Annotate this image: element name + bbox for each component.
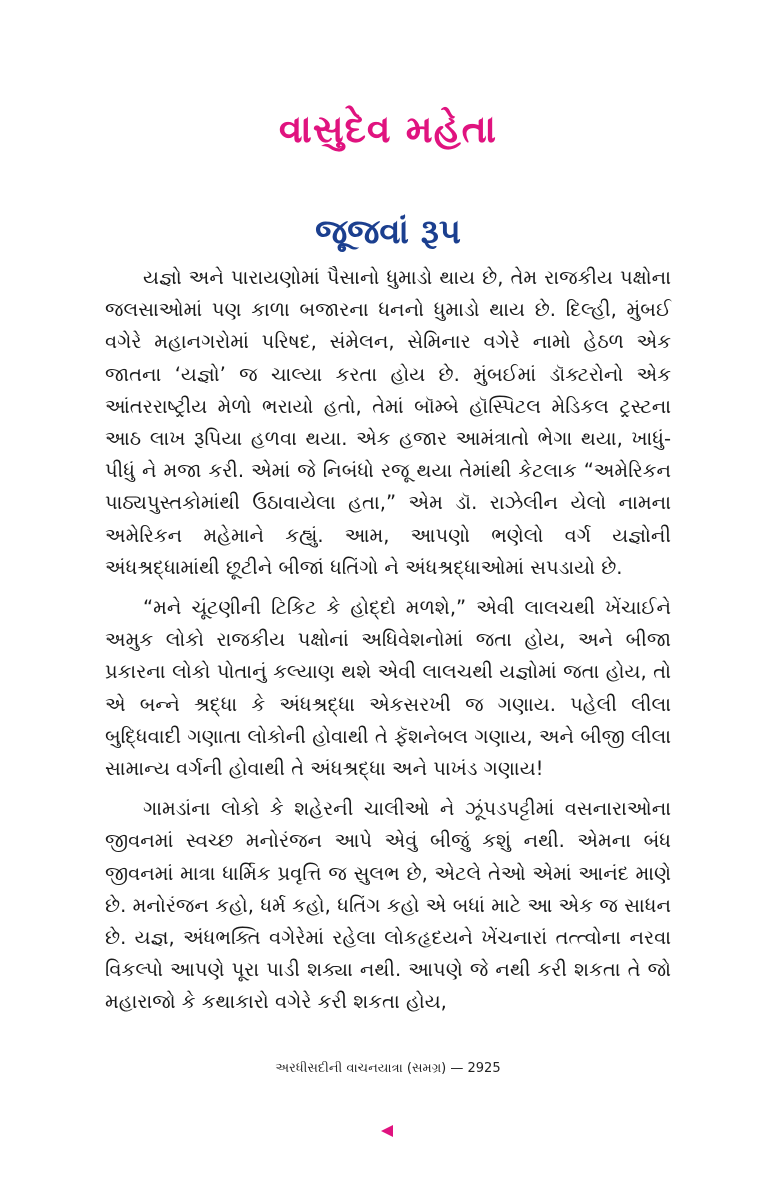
- previous-page-button[interactable]: [376, 1122, 398, 1140]
- body-text: [105, 262, 671, 1027]
- paragraph: ગામડાંના લોકો કે શહેરની ચાલીઓ ને ઝૂંપડપટ્ટીમાં વસનારાઓના જીવનમાં સ્વચ્છ મનોરંજન આપે એવું બીજું કશું નથી. એમના બંધ જીવનમાં માત્રા ધાર્મિક પ્રવૃત્તિ જ સુલભ છે, એટલે તેઓ એમાં આનંદ માણે છે. મનોરંજન કહો, ધર્મ કહો, ધતિંગ કહો એ બધાં માટે આ એક જ સાધન છે. યજ્ઞ, અંધભક્તિ વગેરેમાં રહેલા લોકહૃદયને ખેંચનારાં તત્ત્વોના નરવા વિકલ્પો આપણે પૂરા પાડી શક્યા નથી. આપણે જે નથી કરી શકતા તે જો મહારાજો કે કથાકારો વગેરે કરી શકતા હોય,: [105, 797, 671, 1014]
- paragraph: “મને ચૂંટણીની ટિકિટ કે હોદ્દો મળશે,” એવી લાલચથી ખેંચાઈને અમુક લોકો રાજકીય પક્ષોનાં અધિવેશનોમાં જતા હોય, અને બીજા પ્રકારના લોકો પોતાનું કલ્યાણ થશે એવી લાલચથી યજ્ઞોમાં જતા હોય, તો એ બન્ને શ્રદ્ધા કે અંધશ્રદ્ધા એકસરખી જ ગણાય. પહેલી લીલા બુદ્ધિવાદી ગણાતા લોકોની હોવાથી તે ફૅશનેબલ ગણાય, અને બીજી લીલા સામાન્ય વર્ગની હોવાથી તે અંધશ્રદ્ધા અને પાખંડ ગણાય!: [105, 596, 671, 781]
- author-name: વાસુદેવ મહેતા: [278, 107, 498, 151]
- triangle-left-icon: [380, 1124, 394, 1138]
- chapter-title: જૂજવાં રૂપ: [315, 212, 461, 252]
- paragraph: યજ્ઞો અને પારાયણોમાં પૈસાનો ધુમાડો થાય છે, તેમ રાજકીય પક્ષોના જલસાઓમાં પણ કાળા બજારના ધનનો ધુમાડો થાય છે. દિલ્હી, મુંબઈ વગેરે મહાનગરોમાં પરિષદ, સંમેલન, સેમિનાર વગેરે નામો હેઠળ એક જાતના ‘યજ્ઞો’ જ ચાલ્યા કરતા હોય છે. મુંબઈમાં ડૉક્ટરોનો એક આંતરરાષ્ટ્રીય મેળો ભરાયો હતો, તેમાં બૉમ્બે હૉસ્પિટલ મેડિકલ ટ્રસ્ટના આઠ લાખ રૂપિયા હળવા થયા. એક હજાર આમંત્રાતો ભેગા થયા, ખાધું-પીધું ને મજા કરી. એમાં જે નિબંધો રજૂ થયા તેમાંથી કેટલાક “અમેરિકન પાઠ્યપુસ્તકોમાંથી ઉઠાવાયેલા હતા,” એમ ડૉ. રાઝેલીન યેલો નામના અમેરિકન મહેમાને કહ્યું. આમ, આપણો ભણેલો વર્ગ યજ્ઞોની અંધશ્રદ્ધામાંથી છૂટીને બીજાં ધતિંગો ને અંધશ્રદ્ધાઓમાં સપડાયો છે.: [105, 266, 671, 579]
- page-footer: અરધીસદીની વાચનયાત્રા (સમગ્ર) — 2925: [275, 1061, 501, 1076]
